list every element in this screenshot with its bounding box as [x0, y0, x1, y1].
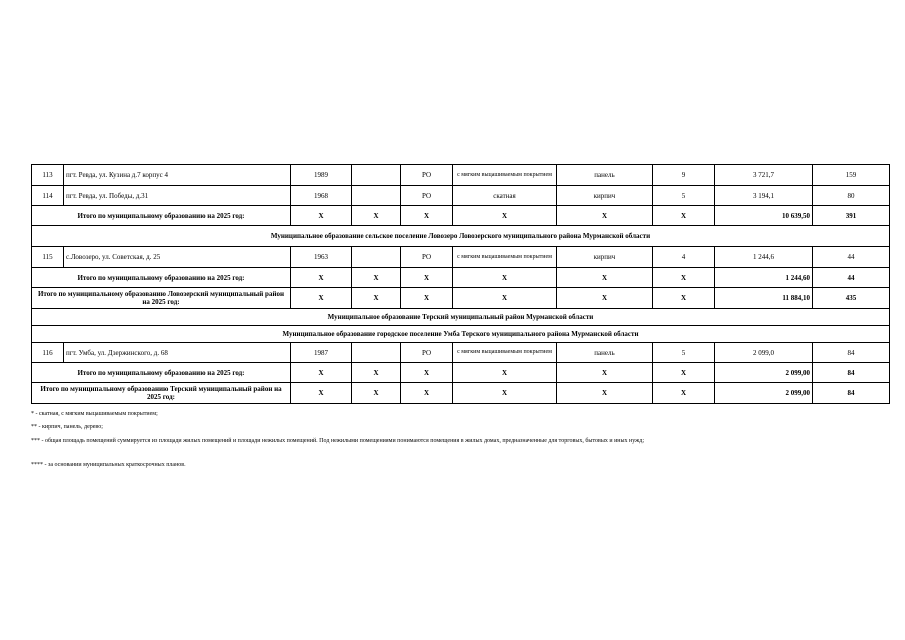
x-cell: X: [352, 383, 401, 404]
area-cell: 2 099,0: [715, 343, 813, 363]
x-cell: X: [291, 363, 352, 383]
address-cell: пгт. Ревда, ул. Кузина д.7 корпус 4: [64, 165, 291, 186]
x-cell: X: [401, 268, 453, 288]
walls-cell: панель: [557, 343, 653, 363]
total-area-cell: 2 099,00: [715, 383, 813, 404]
total-area-cell: 11 884,10: [715, 288, 813, 309]
total-area-cell: 1 244,60: [715, 268, 813, 288]
residents-cell: 159: [813, 165, 890, 186]
walls-cell: кирпич: [557, 247, 653, 268]
x-cell: X: [557, 363, 653, 383]
roof-cell: с мягким выцашиваемым покрытием: [453, 343, 557, 363]
total-label: Итого по муниципальному образованию Ловозерский муниципальный район на 2025 год:: [32, 288, 291, 309]
x-cell: X: [291, 288, 352, 309]
section-header-row: [32, 309, 890, 326]
year-cell: 1963: [291, 247, 352, 268]
total-row: [32, 288, 890, 309]
footnote-plans: **** - за основании муниципальных краткосрочных планов.: [31, 462, 186, 468]
x-cell: X: [653, 363, 715, 383]
housing-register-table: [31, 164, 890, 404]
x-cell: X: [453, 206, 557, 226]
empty-cell: [352, 186, 401, 206]
table-row: [32, 343, 890, 363]
x-cell: X: [453, 383, 557, 404]
total-label: Итого по муниципальному образованию на 2025 год:: [32, 363, 291, 383]
floors-cell: 5: [653, 186, 715, 206]
x-cell: X: [453, 268, 557, 288]
x-cell: X: [352, 268, 401, 288]
empty-cell: [352, 343, 401, 363]
section-header-row: [32, 326, 890, 343]
footnote-walls: ** - кирпич, панель, дерево;: [31, 424, 103, 430]
total-label: Итого по муниципальному образованию на 2025 год:: [32, 206, 291, 226]
area-cell: 3 194,1: [715, 186, 813, 206]
x-cell: X: [653, 383, 715, 404]
area-cell: 1 244,6: [715, 247, 813, 268]
type-cell: РО: [401, 343, 453, 363]
total-residents-cell: 84: [813, 363, 890, 383]
row-number: 114: [32, 186, 64, 206]
x-cell: X: [352, 288, 401, 309]
section-header-row: [32, 226, 890, 247]
total-row: [32, 206, 890, 226]
x-cell: X: [401, 288, 453, 309]
walls-cell: панель: [557, 165, 653, 186]
footnote-roof: * - скатная, с мягким выцашиваемым покрытием;: [31, 411, 158, 417]
total-label: Итого по муниципальному образованию на 2025 год:: [32, 268, 291, 288]
walls-cell: кирпич: [557, 186, 653, 206]
total-area-cell: 2 099,00: [715, 363, 813, 383]
residents-cell: 44: [813, 247, 890, 268]
x-cell: X: [453, 288, 557, 309]
total-label: Итого по муниципальному образованию Терский муниципальный район на 2025 год:: [32, 383, 291, 404]
total-row: [32, 268, 890, 288]
total-area-cell: 10 639,50: [715, 206, 813, 226]
roof-cell: с мягким выцашиваемым покрытием: [453, 247, 557, 268]
type-cell: РО: [401, 165, 453, 186]
x-cell: X: [453, 363, 557, 383]
empty-cell: [352, 165, 401, 186]
address-cell: пгт. Ревда, ул. Победы, д.31: [64, 186, 291, 206]
floors-cell: 9: [653, 165, 715, 186]
residents-cell: 84: [813, 343, 890, 363]
roof-cell: с мягким выцашиваемым покрытием: [453, 165, 557, 186]
x-cell: X: [352, 206, 401, 226]
total-residents-cell: 84: [813, 383, 890, 404]
table-row: [32, 247, 890, 268]
row-number: 113: [32, 165, 64, 186]
x-cell: X: [291, 383, 352, 404]
total-residents-cell: 391: [813, 206, 890, 226]
footnote-area: *** - общая площадь помещений суммируется из площади жилых помещений и площади нежилых помещений. Под нежилыми помещениями понимаются помещения в жилых домах, предназначенные для торговых, бытовых и иных нужд;: [31, 438, 645, 444]
roof-cell: скатная: [453, 186, 557, 206]
x-cell: X: [401, 206, 453, 226]
section-title: Муниципальное образование Терский муниципальный район Мурманской области: [32, 309, 890, 326]
total-row: [32, 363, 890, 383]
empty-cell: [352, 247, 401, 268]
x-cell: X: [653, 206, 715, 226]
year-cell: 1989: [291, 165, 352, 186]
section-title: Муниципальное образование сельское поселение Ловозеро Ловозерского муниципального района Мурманской области: [32, 226, 890, 247]
total-residents-cell: 435: [813, 288, 890, 309]
total-residents-cell: 44: [813, 268, 890, 288]
year-cell: 1987: [291, 343, 352, 363]
table-row: [32, 165, 890, 186]
x-cell: X: [401, 383, 453, 404]
residents-cell: 80: [813, 186, 890, 206]
x-cell: X: [291, 268, 352, 288]
row-number: 116: [32, 343, 64, 363]
x-cell: X: [557, 288, 653, 309]
x-cell: X: [557, 383, 653, 404]
x-cell: X: [352, 363, 401, 383]
x-cell: X: [401, 363, 453, 383]
row-number: 115: [32, 247, 64, 268]
x-cell: X: [653, 268, 715, 288]
x-cell: X: [291, 206, 352, 226]
section-title: Муниципальное образование городское поселение Умба Терского муниципального района Мурманской области: [32, 326, 890, 343]
area-cell: 3 721,7: [715, 165, 813, 186]
x-cell: X: [557, 268, 653, 288]
address-cell: с.Ловозеро, ул. Советская, д. 25: [64, 247, 291, 268]
year-cell: 1968: [291, 186, 352, 206]
floors-cell: 5: [653, 343, 715, 363]
type-cell: РО: [401, 186, 453, 206]
type-cell: РО: [401, 247, 453, 268]
x-cell: X: [653, 288, 715, 309]
floors-cell: 4: [653, 247, 715, 268]
table-row: [32, 186, 890, 206]
address-cell: пгт. Умба, ул. Дзержинского, д. 68: [64, 343, 291, 363]
total-row: [32, 383, 890, 404]
x-cell: X: [557, 206, 653, 226]
